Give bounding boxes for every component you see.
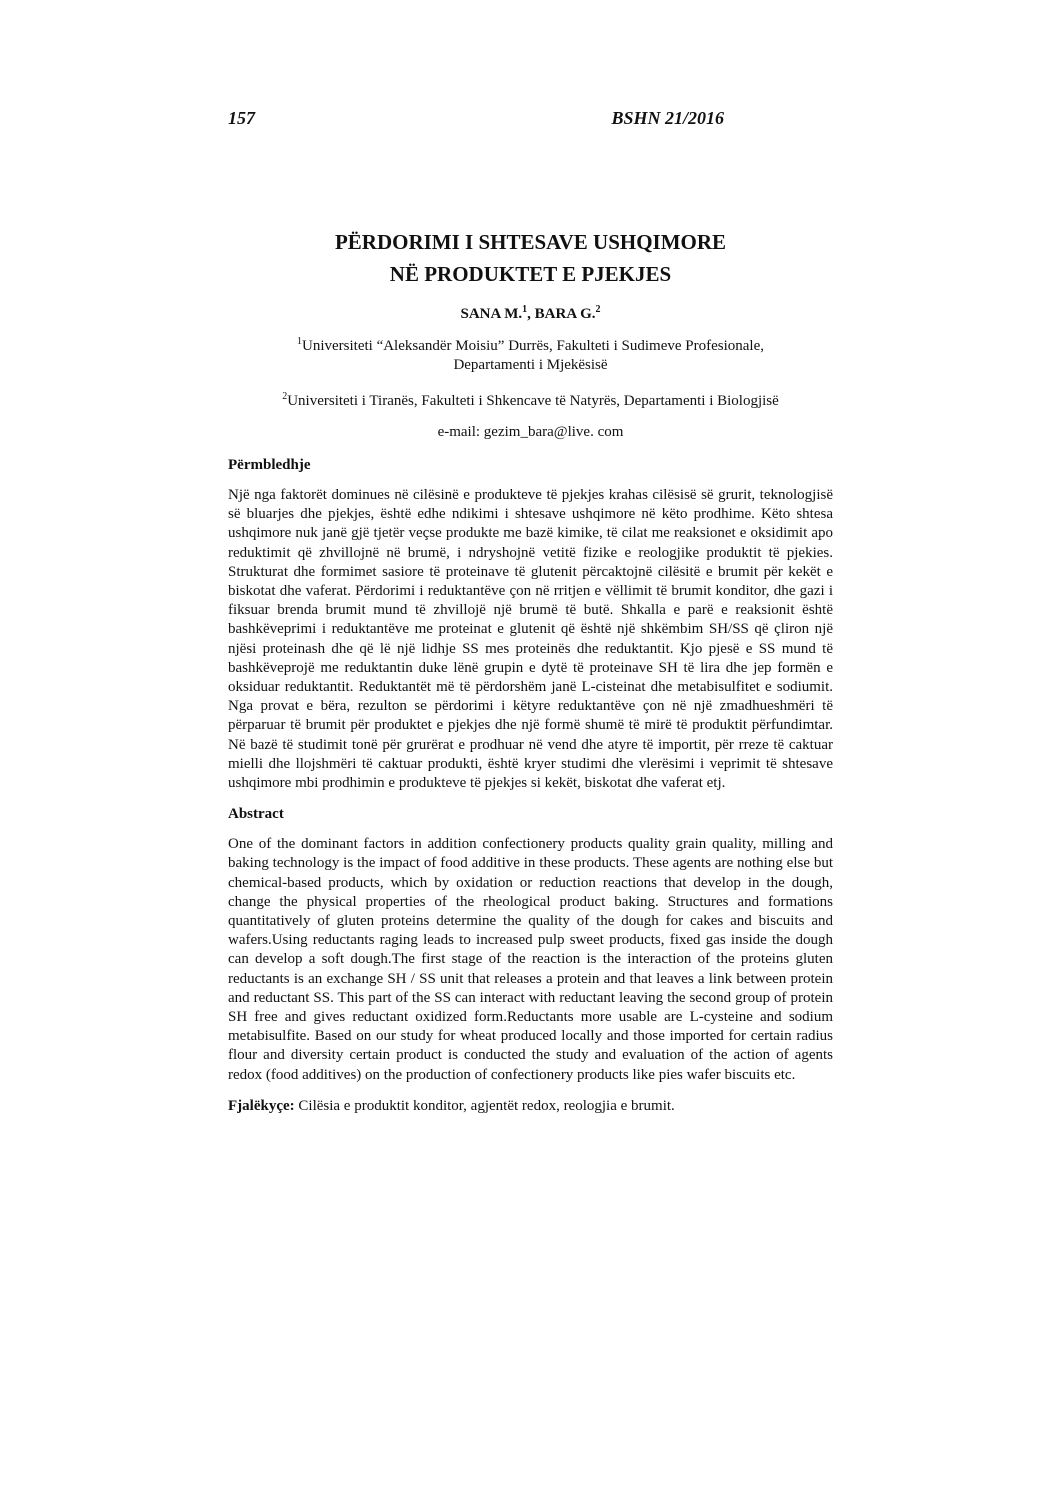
affiliation-1-mark: 1 bbox=[297, 336, 302, 347]
author-2-affiliation-mark: 2 bbox=[595, 304, 601, 315]
affiliation-2-mark: 2 bbox=[282, 391, 288, 402]
affiliation-1-line-1: Universiteti “Aleksandër Moisiu” Durrës, Fakulteti i Sudimeve Profesionale, bbox=[302, 338, 764, 354]
authors bbox=[228, 300, 833, 324]
author-2: BARA G. bbox=[534, 306, 596, 322]
author-1: SANA M. bbox=[460, 306, 523, 322]
contact-email: e-mail: gezim_bara@live. com bbox=[437, 424, 624, 440]
affiliation-1-line-2: Departamenti i Mjekësisë bbox=[453, 357, 608, 373]
title-line-2: NË PRODUKTET E PJEKJES bbox=[389, 262, 672, 286]
affiliation-1 bbox=[228, 332, 833, 375]
keywords-text: Cilësia e produktit konditor, agjentët redox, reologjia e brumit. bbox=[294, 1097, 675, 1114]
running-header bbox=[228, 108, 724, 129]
author-separator: , bbox=[527, 306, 535, 322]
keywords bbox=[228, 1097, 833, 1116]
affiliation-2 bbox=[228, 387, 833, 411]
journal-issue: BSHN 21/2016 bbox=[611, 108, 724, 128]
title-line-1: PËRDORIMI I SHTESAVE USHQIMORE bbox=[334, 230, 727, 254]
summary-paragraph: Një nga faktorët dominues në cilësinë e produkteve të pjekjes krahas cilësisë së grurit, teknologjisë së bluarjes dhe pjekjes, është edhe ndikimi i shtesave ushqimore në këto prodhime. Këto shtesa ushqimore nuk janë gjë tjetër veçse produkte me bazë kimike, të cilat me reaksionet e oksidimit apo reduktimit që zhvillojnë në brumë, i ndryshojnë vetitë fizike e reologjike produktit të pjekies. Strukturat dhe formimet sasiore të proteinave të glutenit përcaktojnë cilësitë e brumit për kekët e biskotat dhe vaferat. Përdorimi i reduktantëve çon në rritjen e vëllimit të brumit konditor, dhe gazi i fiksuar brenda brumit mund të zhvillojë një brumë të butë. Shkalla e parë e reaksionit është bashkëveprimi i reduktantëve me proteinat e glutenit që është një shkëmbim SH/SS që çliron një njësi proteinash dhe që lë një lidhje SS mes proteinës dhe reduktantit. Kjo pjesë e SS mund të bashkëveprojë me reduktantin duke lënë grupin e dytë të proteinave SH të lira dhe jep formën e oksiduar reduktantit. Reduktantët më të përdorshëm janë L-cisteinat dhe metabisulfitet e sodiumit. Nga provat e bëra, rezulton se përdorimi i këtyre reduktantëve çon në një zmadhueshmëri të përparuar të brumit për produktet e pjekjes dhe një formë shumë të mirë të produktit përfundimtar. Në bazë të studimit tonë për grurërat e prodhuar në vend dhe atyre të importit, për rreze të caktuar mielli dhe llojshmëri të caktuar produkti, është kryer studimi dhe vlerësimi i veprimit të shtesave ushqimore mbi prodhimin e produkteve të pjekjes si kekët, biskotat dhe vaferat etj. bbox=[228, 487, 833, 792]
article-title bbox=[228, 226, 833, 290]
summary-heading: Përmbledhje bbox=[228, 457, 311, 473]
article-content bbox=[228, 226, 833, 1116]
page-number: 157 bbox=[228, 108, 255, 128]
abstract-paragraph: One of the dominant factors in addition confectionery products quality grain quality, milling and baking technology is the impact of food additive in these products. These agents are nothing else but chemical-based products, which by oxidation or reduction reactions that develop in the dough, change the physical properties of the rheological product baking. Structures and formations quantitatively of gluten proteins determine the quality of the dough for cakes and biscuits and wafers.Using reductants raging leads to increased pulp sweet products, fixed gas inside the dough can develop a soft dough.The first stage of the reaction is the interaction of the proteins gluten reductants is an exchange SH / SS unit that releases a protein and that leaves a link between protein and reductant SS. This part of the SS can interact with reductant leaving the second group of protein SH free and gives reductant oxidized form.Reductants more usable are L-cysteine and sodium metabisulfite. Based on our study for wheat produced locally and those imported for certain radius flour and diversity certain product is conducted the study and evaluation of the action of agents redox (food additives) on the production of confectionery products like pies wafer biscuits etc. bbox=[228, 836, 833, 1083]
author-1-affiliation-mark: 1 bbox=[522, 304, 528, 315]
affiliation-2-text: Universiteti i Tiranës, Fakulteti i Shkencave të Natyrës, Departamenti i Biologjisë bbox=[287, 393, 779, 409]
abstract-heading: Abstract bbox=[228, 806, 284, 823]
keywords-label: Fjalëkyçe: bbox=[228, 1097, 295, 1114]
